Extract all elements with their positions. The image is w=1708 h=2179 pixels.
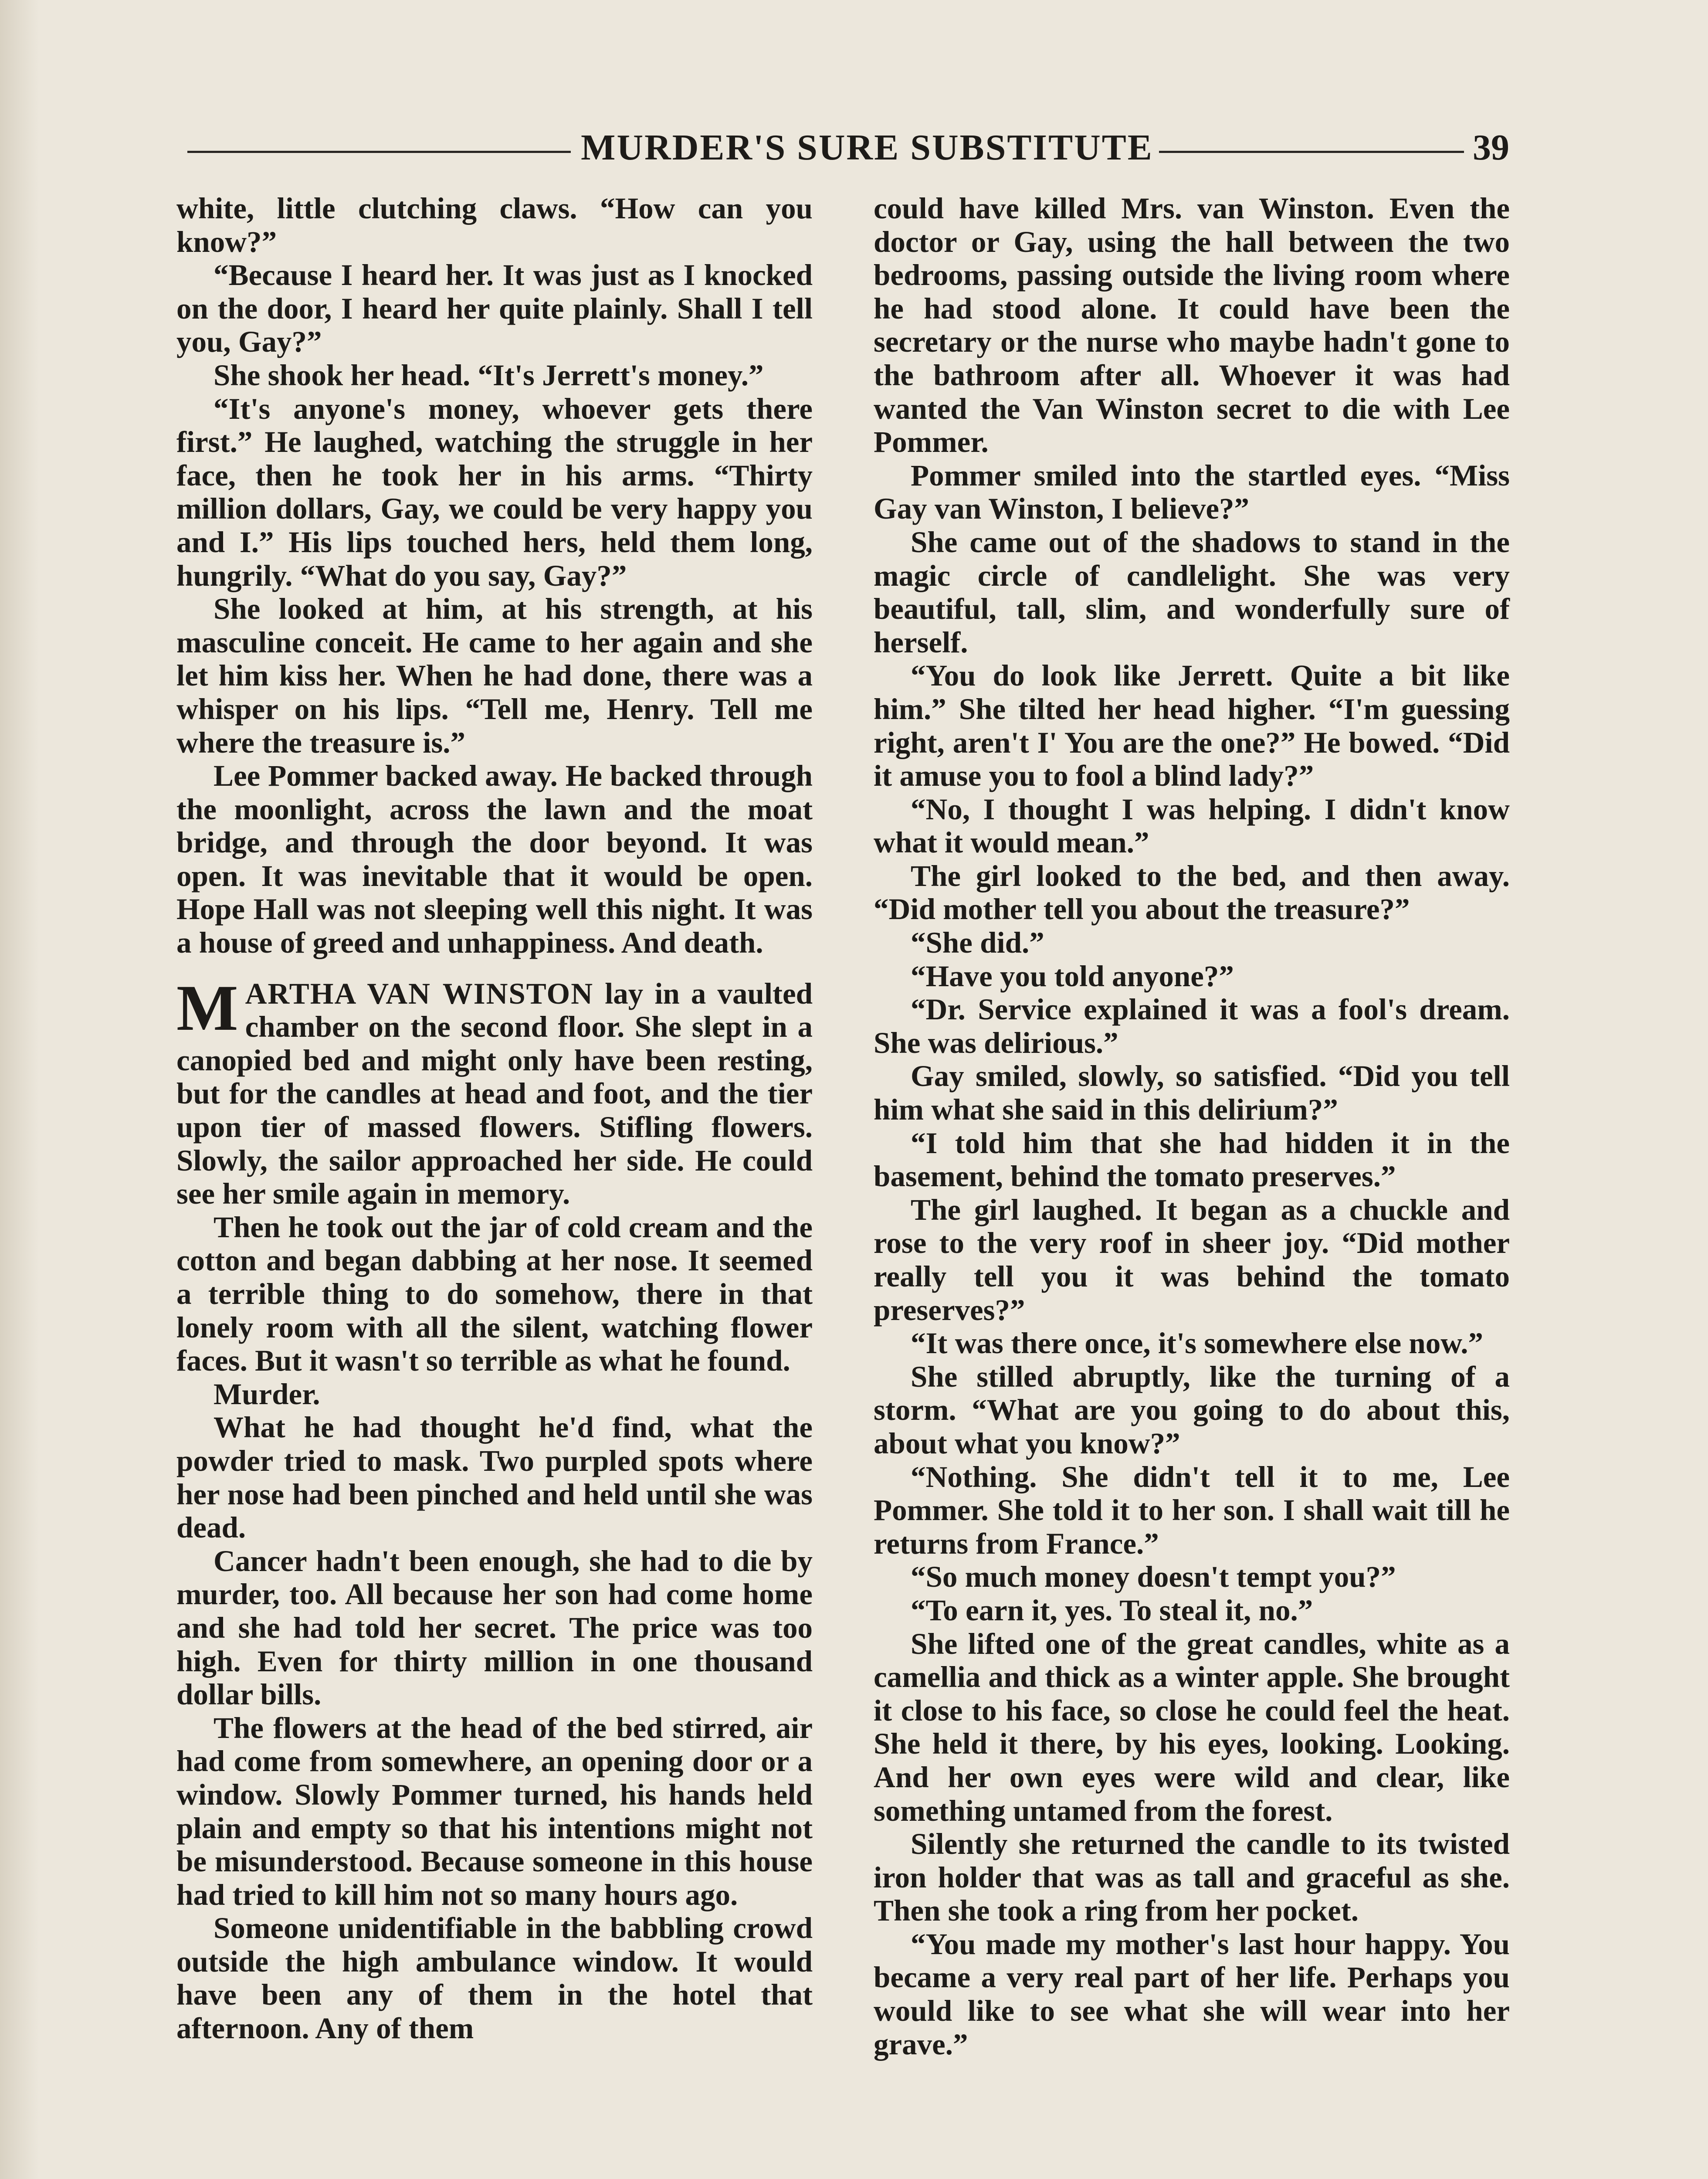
paragraph: She stilled abruptly, like the turning of a storm. “What are you going to do about this, about what you know?” <box>874 1360 1510 1460</box>
paragraph: “Nothing. She didn't tell it to me, Lee Pommer. She told it to her son. I shall wait till he returns from France.” <box>874 1460 1510 1560</box>
paragraph: “You do look like Jerrett. Quite a bit like him.” She tilted her head higher. “I'm guessing right, aren't I' You are the one?” He bowed. “Did it amuse you to fool a blind lady?” <box>874 659 1510 793</box>
paragraph: “No, I thought I was helping. I didn't know what it would mean.” <box>874 792 1510 859</box>
paragraph-text: lay in a vaulted chamber on the second floor. She slept in a canopied bed and might only have been resting, but for the candles at head and foot, and the tier upon tier of massed flowers. Stifling flowers. Slowly, the sailor approached her side. He could see her smile again in memory. <box>176 977 813 1211</box>
paragraph: The girl looked to the bed, and then away. “Did mother tell you about the treasure?” <box>874 859 1510 926</box>
paragraph: “Because I heard her. It was just as I knocked on the door, I heard her quite plainly. Shall I tell you, Gay?” <box>176 258 813 359</box>
opening-small-caps: ARTHA VAN WINSTON <box>245 977 594 1010</box>
paragraph-continuation: could have killed Mrs. van Winston. Even the doctor or Gay, using the hall between the two bedrooms, passing outside the living room where he had stood alone. It could have been the secretary or the nurse who maybe hadn't gone to the bathroom after all. Whoever it was had wanted the Van Winston secret to die with Lee Pommer. <box>874 192 1510 459</box>
paragraph: Murder. <box>214 1377 320 1411</box>
paragraph: “She did.” <box>911 926 1044 960</box>
paragraph: What he had thought he'd find, what the powder tried to mask. Two purpled spots where her nose had been pinched and held until she was dead. <box>176 1411 813 1544</box>
paragraph: “So much money doesn't tempt you?” <box>911 1560 1396 1594</box>
paragraph: “It was there once, it's somewhere else now.” <box>911 1327 1483 1360</box>
paragraph: “Have you told anyone?” <box>911 959 1234 993</box>
paragraph-continuation: white, little clutching claws. “How can you know?” <box>176 192 813 258</box>
right-text-column <box>874 192 1510 2061</box>
paragraph: “You made my mother's last hour happy. You became a very real part of her life. Perhaps you would like to see what she will wear into her grave.” <box>874 1927 1510 2061</box>
paragraph: “Dr. Service explained it was a fool's dream. She was delirious.” <box>874 993 1510 1059</box>
paragraph: “To earn it, yes. To steal it, no.” <box>911 1593 1313 1627</box>
header-rule-left <box>187 151 571 153</box>
paragraph: She lifted one of the great candles, white as a camellia and thick as a winter apple. She brought it close to his face, so close he could feel the heat. She held it there, by his eyes, looking. Looking. And her own eyes were wild and clear, like something untamed from the forest. <box>874 1627 1510 1827</box>
running-header <box>187 126 1538 174</box>
paragraph: “I told him that she had hidden it in the basement, behind the tomato preserves.” <box>874 1126 1510 1193</box>
paragraph: The flowers at the head of the bed stirred, air had come from somewhere, an opening door or a window. Slowly Pommer turned, his hands held plain and empty so that his intentions might not be misunderstood. Because someone in this house had tried to kill him not so many hours ago. <box>176 1711 813 1911</box>
story-title: MURDER'S SURE SUBSTITUTE <box>581 127 1153 168</box>
section-opening-paragraph <box>176 971 813 1211</box>
left-text-column <box>176 192 813 2045</box>
paragraph: She shook her head. “It's Jerrett's money.” <box>214 358 764 392</box>
page-number: 39 <box>1473 127 1509 168</box>
paragraph: Lee Pommer backed away. He backed through the moonlight, across the lawn and the moat bridge, and through the door beyond. It was open. It was inevitable that it would be open. Hope Hall was not sleeping well this night. It was a house of greed and unhappiness. And death. <box>176 759 813 960</box>
paragraph: Then he took out the jar of cold cream and the cotton and began dabbing at her nose. It seemed a terrible thing to do somehow, there in that lonely room with all the silent, watching flower faces. But it wasn't so terrible as what he found. <box>176 1210 813 1378</box>
paragraph: Pommer smiled into the startled eyes. “Miss Gay van Winston, I believe?” <box>874 458 1510 526</box>
paragraph: Gay smiled, slowly, so satisfied. “Did you tell him what she said in this delirium?” <box>874 1059 1510 1127</box>
paragraph: She looked at him, at his strength, at his masculine conceit. He came to her again and she let him kiss her. When he had done, there was a whisper on his lips. “Tell me, Henry. Tell me where the treasure is.” <box>176 592 813 759</box>
paragraph: Silently she returned the candle to its twisted iron holder that was as tall and graceful as she. Then she took a ring from her pocket. <box>874 1827 1510 1928</box>
page-edge <box>0 0 39 2179</box>
paragraph: The girl laughed. It began as a chuckle and rose to the very roof in sheer joy. “Did mother really tell you it was behind the tomato preserves?” <box>874 1193 1510 1327</box>
paragraph: “It's anyone's money, whoever gets there first.” He laughed, watching the struggle in her face, then he took her in his arms. “Thirty million dollars, Gay, we could be very happy you and I.” His lips touched hers, held them long, hungrily. “What do you say, Gay?” <box>176 392 813 592</box>
paragraph: She came out of the shadows to stand in the magic circle of candlelight. She was very beautiful, tall, slim, and wonderfully sure of herself. <box>874 525 1510 659</box>
header-rule-right <box>1159 151 1464 153</box>
drop-cap-letter: M <box>176 971 238 1044</box>
paragraph: Cancer hadn't been enough, she had to die by murder, too. All because her son had come home and she had told her secret. The price was too high. Even for thirty million in one thousand dollar bills. <box>176 1544 813 1711</box>
paragraph: Someone unidentifiable in the babbling crowd outside the high ambulance window. It would have been any of them in the hotel that afternoon. Any of them <box>176 1911 813 2045</box>
